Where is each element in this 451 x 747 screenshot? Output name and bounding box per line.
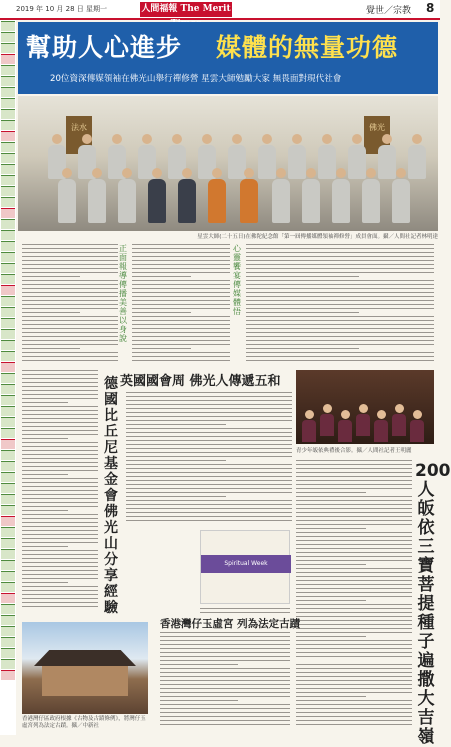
title-char: 寶 <box>417 556 435 576</box>
text-block <box>200 608 290 616</box>
sidebar-cell <box>1 21 15 31</box>
title-char: 經 <box>104 584 118 600</box>
sidebar-cell <box>1 648 15 658</box>
child-figure <box>302 410 316 442</box>
text-block <box>22 244 118 364</box>
person-front-row <box>148 168 166 223</box>
sidebar-cell <box>1 406 15 416</box>
person-front-row <box>392 168 410 223</box>
article-title-darjeeling[interactable] <box>415 461 451 747</box>
sidebar-cell <box>1 307 15 317</box>
temple-wall <box>42 666 128 696</box>
sidebar-cell <box>1 175 15 185</box>
person-front-row <box>302 168 320 223</box>
text-block <box>126 392 292 524</box>
temple-photo[interactable] <box>22 622 148 714</box>
sidebar-cell <box>1 439 15 449</box>
refuge-photo-caption: 青少年皈依典禮後合影。攝／人間社記者王明麗 <box>296 448 412 454</box>
title-char: 人 <box>417 480 435 500</box>
masthead <box>0 0 440 20</box>
person-front-row <box>362 168 380 223</box>
title-char: 200 <box>415 461 451 481</box>
sidebar-cell <box>1 98 15 108</box>
child-figure <box>338 410 352 442</box>
child-figure <box>410 410 424 442</box>
sidebar-cell <box>1 252 15 262</box>
sidebar-cell <box>1 285 15 295</box>
sidebar-cell <box>1 505 15 515</box>
title-char: 丘 <box>104 424 118 440</box>
sidebar-cell <box>1 373 15 383</box>
title-char: 德 <box>104 376 118 392</box>
sidebar-cell <box>1 43 15 53</box>
sidebar-cell <box>1 274 15 284</box>
sidebar-cell <box>1 109 15 119</box>
article-title-germany[interactable] <box>100 376 122 616</box>
sidebar-cell <box>1 142 15 152</box>
sidebar-cell <box>1 296 15 306</box>
person-front-row <box>240 168 258 223</box>
text-block <box>246 244 434 364</box>
title-char: 吉 <box>417 708 435 728</box>
plaque-right: 佛光 <box>364 116 390 154</box>
sidebar-cell <box>1 208 15 218</box>
sidebar-cell <box>1 582 15 592</box>
title-char: 種 <box>417 613 435 633</box>
sidebar-cell <box>1 450 15 460</box>
text-block <box>22 370 98 610</box>
photo-caption: 星雲大師(二十五日)在佛陀紀念館「第一屆傳播媒體領袖禪修營」成員會面。攝／人間社記者林明達 <box>197 234 438 240</box>
newspaper-logo[interactable]: 人間福報 The Merit <box>140 2 232 17</box>
sidebar-cell <box>1 65 15 75</box>
text-block <box>296 460 412 660</box>
sidebar-cell <box>1 340 15 350</box>
title-char: 遍 <box>417 651 435 671</box>
sidebar-cell <box>1 32 15 42</box>
title-char: 嶺 <box>417 727 435 747</box>
sidebar-cell <box>1 472 15 482</box>
sidebar-cell <box>1 571 15 581</box>
sidebar-cell <box>1 230 15 240</box>
temple-roof <box>34 650 136 666</box>
title-char: 光 <box>104 520 118 536</box>
child-figure <box>374 410 388 442</box>
sidebar-cell <box>1 527 15 537</box>
issue-date: 2019 年 10 月 28 日 星期一 <box>16 5 107 13</box>
sidebar-cell <box>1 483 15 493</box>
title-char: 佛 <box>104 504 118 520</box>
sidebar-cell <box>1 318 15 328</box>
title-char: 三 <box>417 537 435 557</box>
headline-main: 幫助人心進步 <box>26 33 183 62</box>
sidebar-cell <box>1 395 15 405</box>
sidebar-cell <box>1 637 15 647</box>
title-char: 享 <box>104 568 118 584</box>
group-photo[interactable] <box>18 96 438 231</box>
text-block <box>132 244 230 364</box>
title-char: 菩 <box>417 575 435 595</box>
sidebar-cell <box>1 351 15 361</box>
sidebar-cell <box>1 615 15 625</box>
sidebar-cell <box>1 659 15 669</box>
child-figure <box>392 404 406 436</box>
sidebar-cell <box>1 384 15 394</box>
title-char: 比 <box>104 408 118 424</box>
sidebar-cell <box>1 197 15 207</box>
plaque-left: 法水 <box>66 116 92 154</box>
title-char: 基 <box>104 456 118 472</box>
sidebar-cell <box>1 593 15 603</box>
headline-subhead: 20位資深傳媒領袖在佛光山舉行禪修營 星雲大師勉勵大家 無畏面對現代社會 <box>50 74 342 84</box>
sidebar-cell <box>1 538 15 548</box>
article-subtitle-1: 心 靈 饗 宴 傳 媒 體 悟 <box>233 244 241 316</box>
person-front-row <box>208 168 226 223</box>
person-front-row <box>88 168 106 223</box>
sidebar-cell <box>1 494 15 504</box>
sidebar-cell <box>1 153 15 163</box>
title-char: 尼 <box>104 440 118 456</box>
person-front-row <box>58 168 76 223</box>
title-char: 金 <box>104 472 118 488</box>
section-name: 覺世／宗教 <box>366 6 412 16</box>
sidebar-cell <box>1 186 15 196</box>
article-title-uk[interactable]: 英國國會周 佛光人傳遞五和 <box>120 374 281 389</box>
sidebar-cell <box>1 417 15 427</box>
sidebar-cell <box>1 560 15 570</box>
child-figure <box>320 404 334 436</box>
title-char: 子 <box>417 632 435 652</box>
person-front-row <box>178 168 196 223</box>
sidebar-cell <box>1 219 15 229</box>
title-char: 山 <box>104 536 118 552</box>
title-char: 大 <box>417 689 435 709</box>
title-char: 依 <box>417 518 435 538</box>
text-block <box>296 664 412 728</box>
person-front-row <box>118 168 136 223</box>
sidebar-cell <box>1 120 15 130</box>
title-char: 提 <box>417 594 435 614</box>
title-char: 撒 <box>417 670 435 690</box>
sidebar-cell <box>1 76 15 86</box>
sidebar-cell <box>1 362 15 372</box>
article-title-hongkong[interactable]: 香港灣仔玉虛宮 列為法定古蹟 <box>160 618 301 630</box>
sidebar-cell <box>1 670 15 680</box>
refuge-ceremony-photo[interactable] <box>296 370 434 444</box>
sidebar-cell <box>1 241 15 251</box>
sidebar-cell <box>1 428 15 438</box>
sidebar-cell <box>1 54 15 64</box>
temple-photo-caption: 香港灣仔區政府根據《古物及古蹟條例》，將灣仔玉虛宮列為法定古蹟。攝／中新社 <box>22 716 146 729</box>
person-front-row <box>272 168 290 223</box>
spiritual-week-photo[interactable] <box>200 530 290 604</box>
headline-highlight: 媒體的無量功德 <box>216 33 399 62</box>
title-char: 皈 <box>417 499 435 519</box>
sidebar-cell <box>1 263 15 273</box>
person-front-row <box>332 168 350 223</box>
sidebar-cell <box>1 549 15 559</box>
title-char: 國 <box>104 392 118 408</box>
title-char: 會 <box>104 488 118 504</box>
sidebar-cell <box>1 131 15 141</box>
left-index-strip <box>0 20 16 735</box>
child-figure <box>356 404 370 436</box>
title-char: 驗 <box>104 600 118 616</box>
spiritual-week-banner: Spiritual Week <box>201 555 291 573</box>
sidebar-cell <box>1 164 15 174</box>
text-block <box>160 632 290 728</box>
sidebar-cell <box>1 329 15 339</box>
page-number: 8 <box>426 1 435 15</box>
sidebar-cell <box>1 516 15 526</box>
hero-banner <box>18 22 438 94</box>
sidebar-cell <box>1 87 15 97</box>
sidebar-cell <box>1 626 15 636</box>
title-char: 分 <box>104 552 118 568</box>
article-subtitle-2: 正 面 報 導 傳 播 美 善 以 身 說 <box>119 244 127 343</box>
sidebar-cell <box>1 604 15 614</box>
sidebar-cell <box>1 461 15 471</box>
person-back-row <box>408 134 426 179</box>
